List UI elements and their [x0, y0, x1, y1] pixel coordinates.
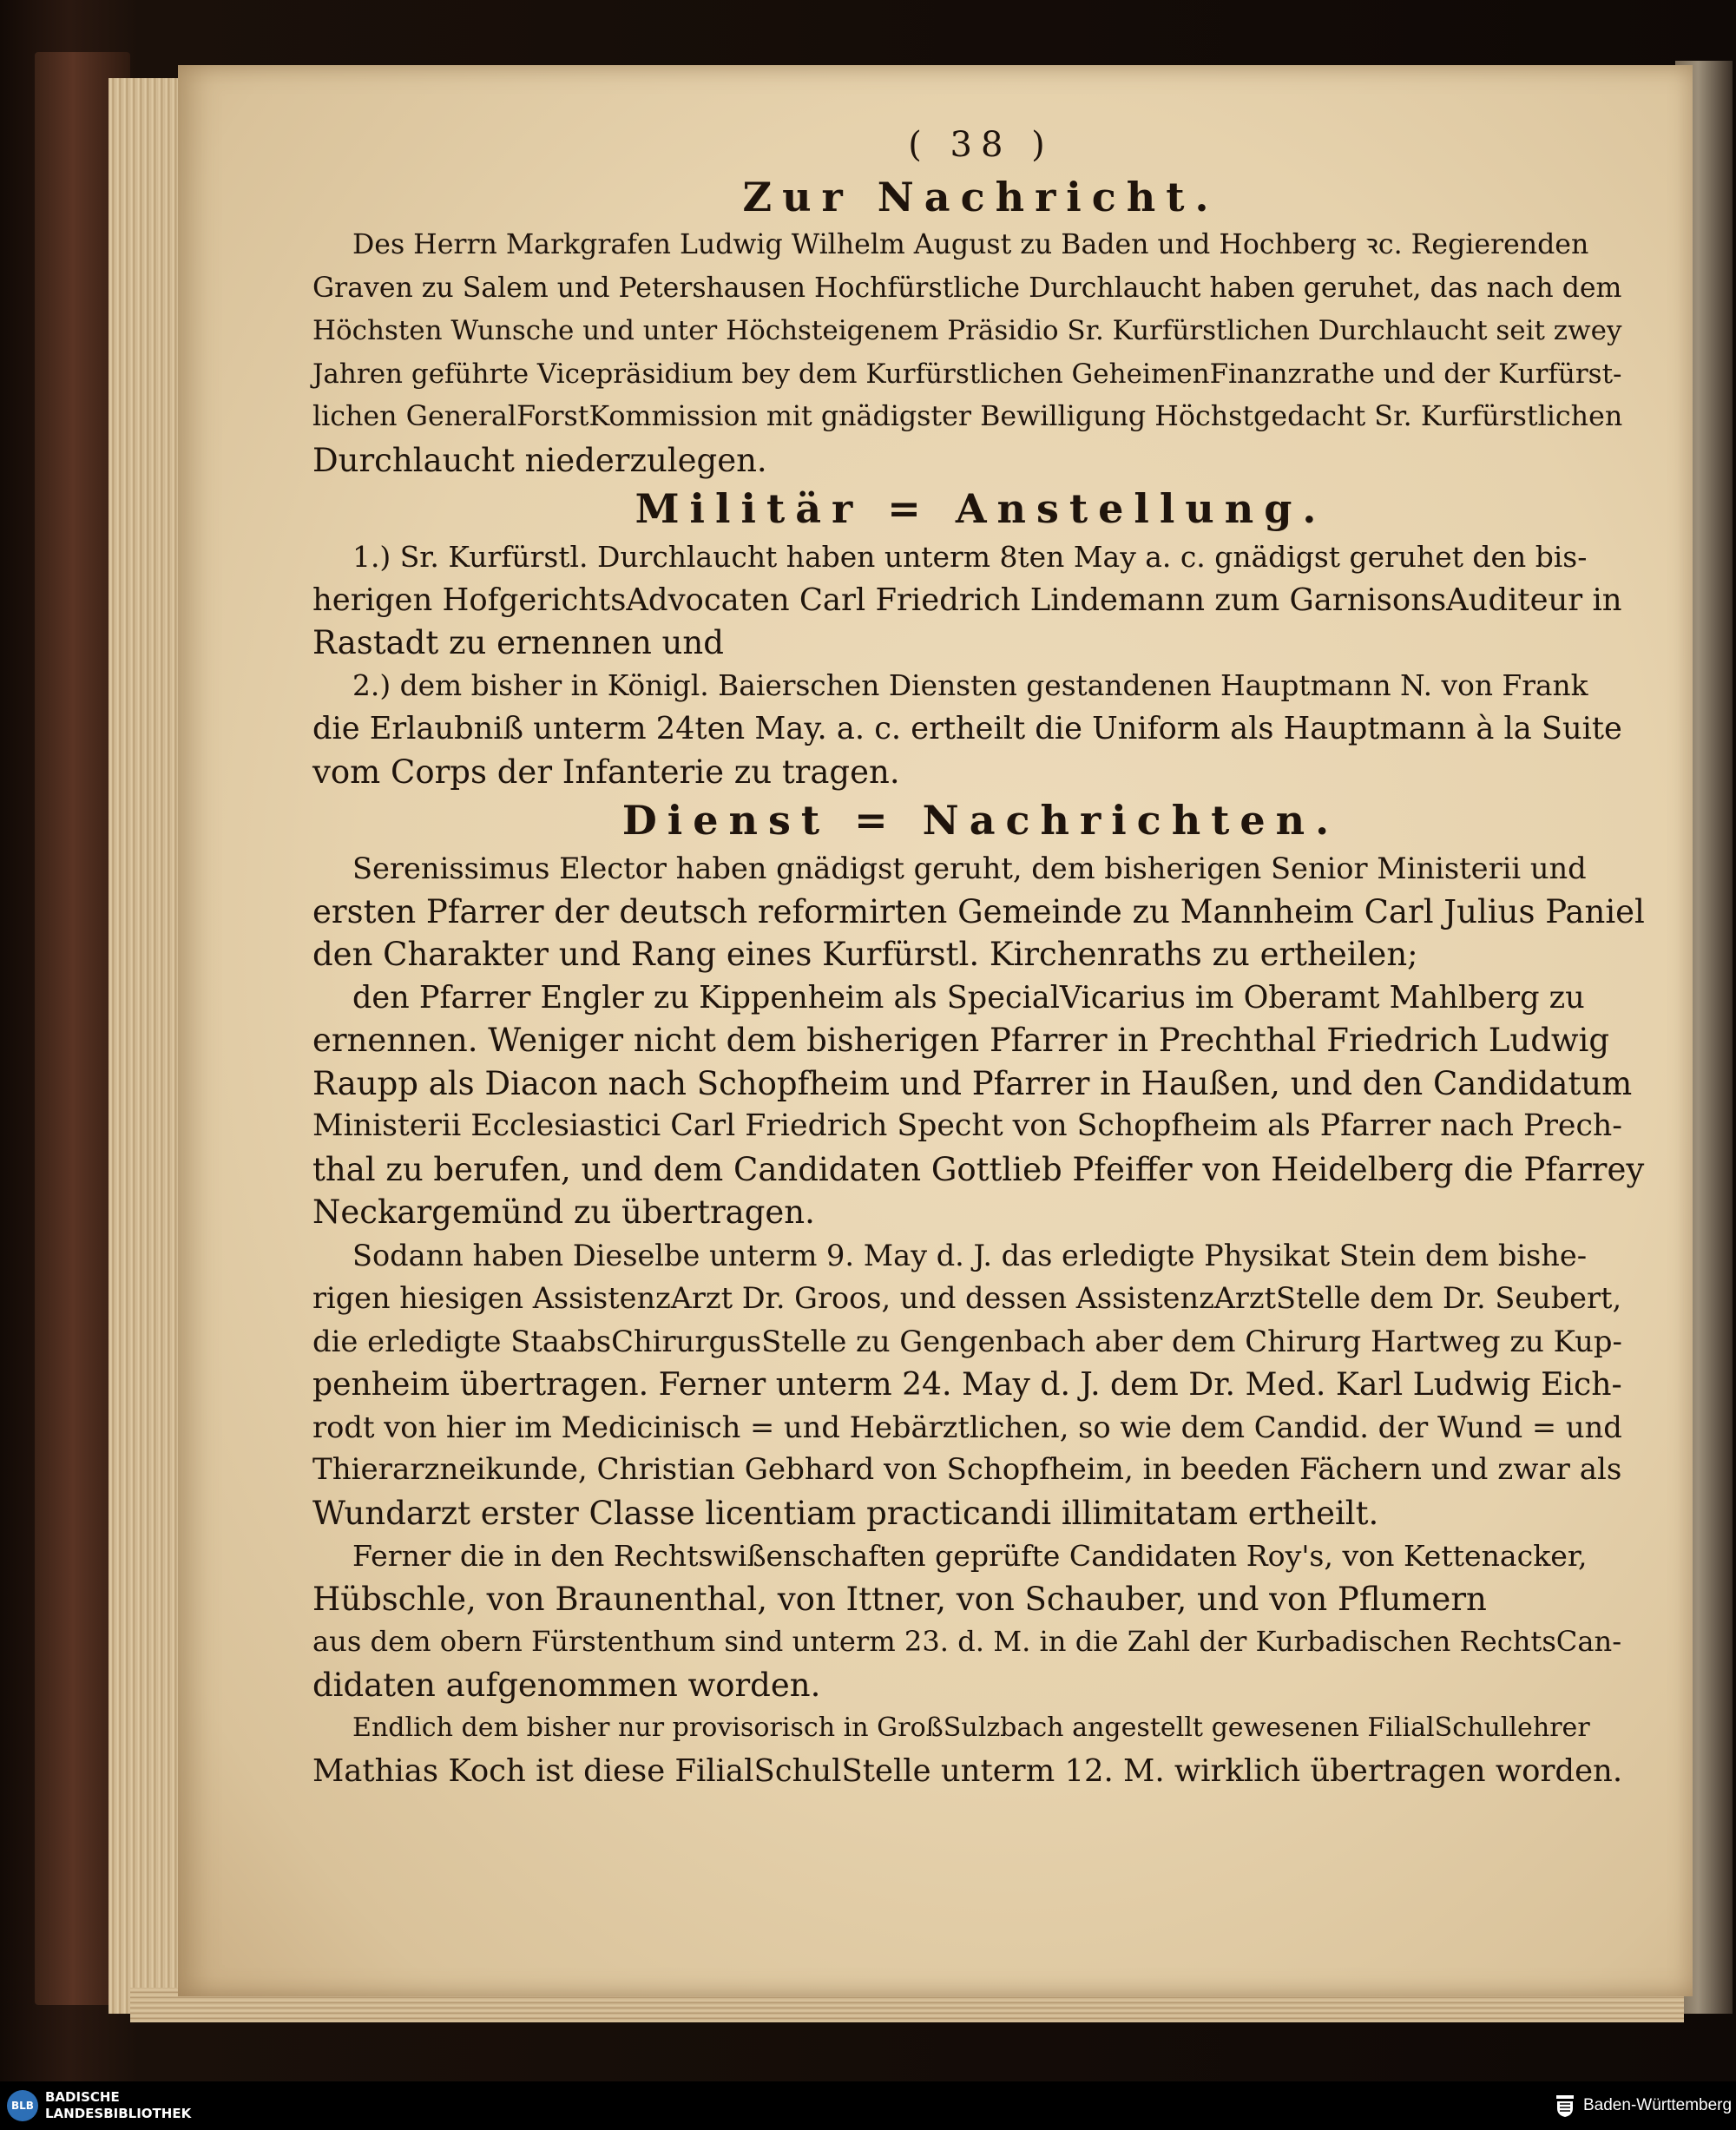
text-line: didaten aufgenommen worden.: [312, 1666, 821, 1704]
text-line: vom Corps der Infanterie zu tragen.: [312, 753, 900, 791]
library-name[interactable]: [45, 2089, 191, 2122]
paragraph: [312, 847, 1649, 976]
page-number: ( 38 ): [908, 125, 1054, 165]
text-line: Hübschle, von Braunenthal, von Ittner, von Schauber, und von Pflumern: [312, 1580, 1487, 1618]
text-line: penheim übertragen. Ferner unterm 24. May d. J. dem Dr. Med. Karl Ludwig Eich-: [312, 1365, 1622, 1403]
text-line: Sodann haben Dieselbe unterm 9. May d. J. das erledigte Physikat Stein dem bishe-: [352, 1238, 1588, 1272]
text-line: Raupp als Diacon nach Schopfheim und Pfarrer in Haußen, und den Candidatum: [312, 1064, 1633, 1102]
text-line: Wundarzt erster Classe licentiam practicandi illimitatam ertheilt.: [312, 1494, 1379, 1532]
paragraph: [312, 1706, 1649, 1792]
sections-container: [312, 170, 1649, 1792]
paragraph: [312, 1234, 1649, 1535]
paragraph: [312, 976, 1649, 1234]
text-line: ersten Pfarrer der deutsch reformirten Gemeinde zu Mannheim Carl Julius Paniel: [312, 892, 1645, 930]
section-heading: Zur Nachricht.: [742, 174, 1220, 220]
text-line: Rastadt zu ernennen und: [312, 624, 724, 661]
text-line: Ministerii Ecclesiastici Carl Friedrich Specht von Schopfheim als Pfarrer nach Prech-: [312, 1108, 1623, 1143]
text-line: Thierarzneikunde, Christian Gebhard von Schopfheim, in beeden Fächern und zwar als: [312, 1452, 1622, 1487]
text-line: die Erlaubniß unterm 24ten May. a. c. ertheilt die Uniform als Hauptmann à la Suite: [312, 711, 1622, 746]
text-line: den Charakter und Rang eines Kurfürstl. Kirchenraths zu ertheilen;: [312, 936, 1418, 973]
text-line: aus dem obern Fürstenthum sind unterm 23. d. M. in die Zahl der Kurbadischen RechtsCan-: [312, 1625, 1622, 1658]
paragraph: [312, 665, 1649, 794]
text-line: thal zu berufen, und dem Candidaten Gottlieb Pfeiffer von Heidelberg die Pfarrey: [312, 1150, 1645, 1188]
footer-bar: [0, 2081, 1736, 2130]
text-line: Neckargemünd zu übertragen.: [312, 1193, 815, 1231]
text-line: die erledigte StaabsChirurgusStelle zu Gengenbach aber dem Chirurg Hartweg zu Kup-: [312, 1324, 1622, 1358]
library-name-line2: LANDESBIBLIOTHEK: [45, 2106, 192, 2121]
text-line: den Pfarrer Engler zu Kippenheim als SpecialVicarius im Oberamt Mahlberg zu: [352, 979, 1585, 1016]
text-line: Höchsten Wunsche und unter Höchsteigenem Präsidio Sr. Kurfürstlichen Durchlaucht seit zwey: [312, 315, 1622, 346]
text-line: Serenissimus Elector haben gnädigst geruht, dem bisherigen Senior Ministerii und: [352, 851, 1587, 885]
blb-logo-icon[interactable]: BLB: [7, 2090, 38, 2121]
text-line: Ferner die in den Rechtswißenschaften geprüfte Candidaten Roy's, von Kettenacker,: [352, 1539, 1588, 1573]
text-line: Mathias Koch ist diese FilialSchulStelle unterm 12. M. wirklich übertragen worden.: [312, 1752, 1623, 1789]
section-heading: Dienst = Nachrichten.: [621, 797, 1340, 844]
page-text: [312, 120, 1649, 1792]
text-line: ernennen. Weniger nicht dem bisherigen Pfarrer in Prechthal Friedrich Ludwig: [312, 1022, 1610, 1059]
library-name-line1: BADISCHE: [45, 2089, 120, 2105]
section-heading: Militär = Anstellung.: [635, 485, 1327, 532]
text-line: lichen GeneralForstKommission mit gnädigster Bewilligung Höchstgedacht Sr. Kurfürstlichen: [312, 401, 1623, 432]
text-line: herigen HofgerichtsAdvocaten Carl Friedrich Lindemann zum GarnisonsAuditeur in: [312, 582, 1622, 618]
paragraph: [312, 536, 1649, 665]
state-name[interactable]: Baden-Württemberg: [1583, 2096, 1733, 2114]
paragraph: [312, 1535, 1649, 1706]
text-line: rigen hiesigen AssistenzArzt Dr. Groos, und dessen AssistenzArztStelle dem Dr. Seubert,: [312, 1281, 1622, 1315]
text-line: Graven zu Salem und Petershausen Hochfürstliche Durchlaucht haben geruhet, das nach dem: [312, 272, 1622, 304]
text-line: 1.) Sr. Kurfürstl. Durchlaucht haben unterm 8ten May a. c. gnädigst geruhet den bis-: [352, 540, 1588, 574]
text-line: 2.) dem bisher in Königl. Baierschen Diensten gestandenen Hauptmann N. von Frank: [352, 668, 1588, 702]
text-line: Jahren geführte Vicepräsidium bey dem Kurfürstlichen GeheimenFinanzrathe und der Kurfürst-: [312, 358, 1622, 390]
text-line: rodt von hier im Medicinisch = und Hebärztlichen, so wie dem Candid. der Wund = und: [312, 1410, 1622, 1444]
baden-wuerttemberg-crest-icon[interactable]: [1554, 2094, 1576, 2118]
text-line: Endlich dem bisher nur provisorisch in GroßSulzbach angestellt gewesenen FilialSchullehrer: [352, 1713, 1590, 1743]
paragraph: [312, 224, 1649, 482]
text-line: Des Herrn Markgrafen Ludwig Wilhelm August zu Baden und Hochberg ꝛc. Regierenden: [352, 229, 1589, 260]
text-line: Durchlaucht niederzulegen.: [312, 441, 767, 479]
